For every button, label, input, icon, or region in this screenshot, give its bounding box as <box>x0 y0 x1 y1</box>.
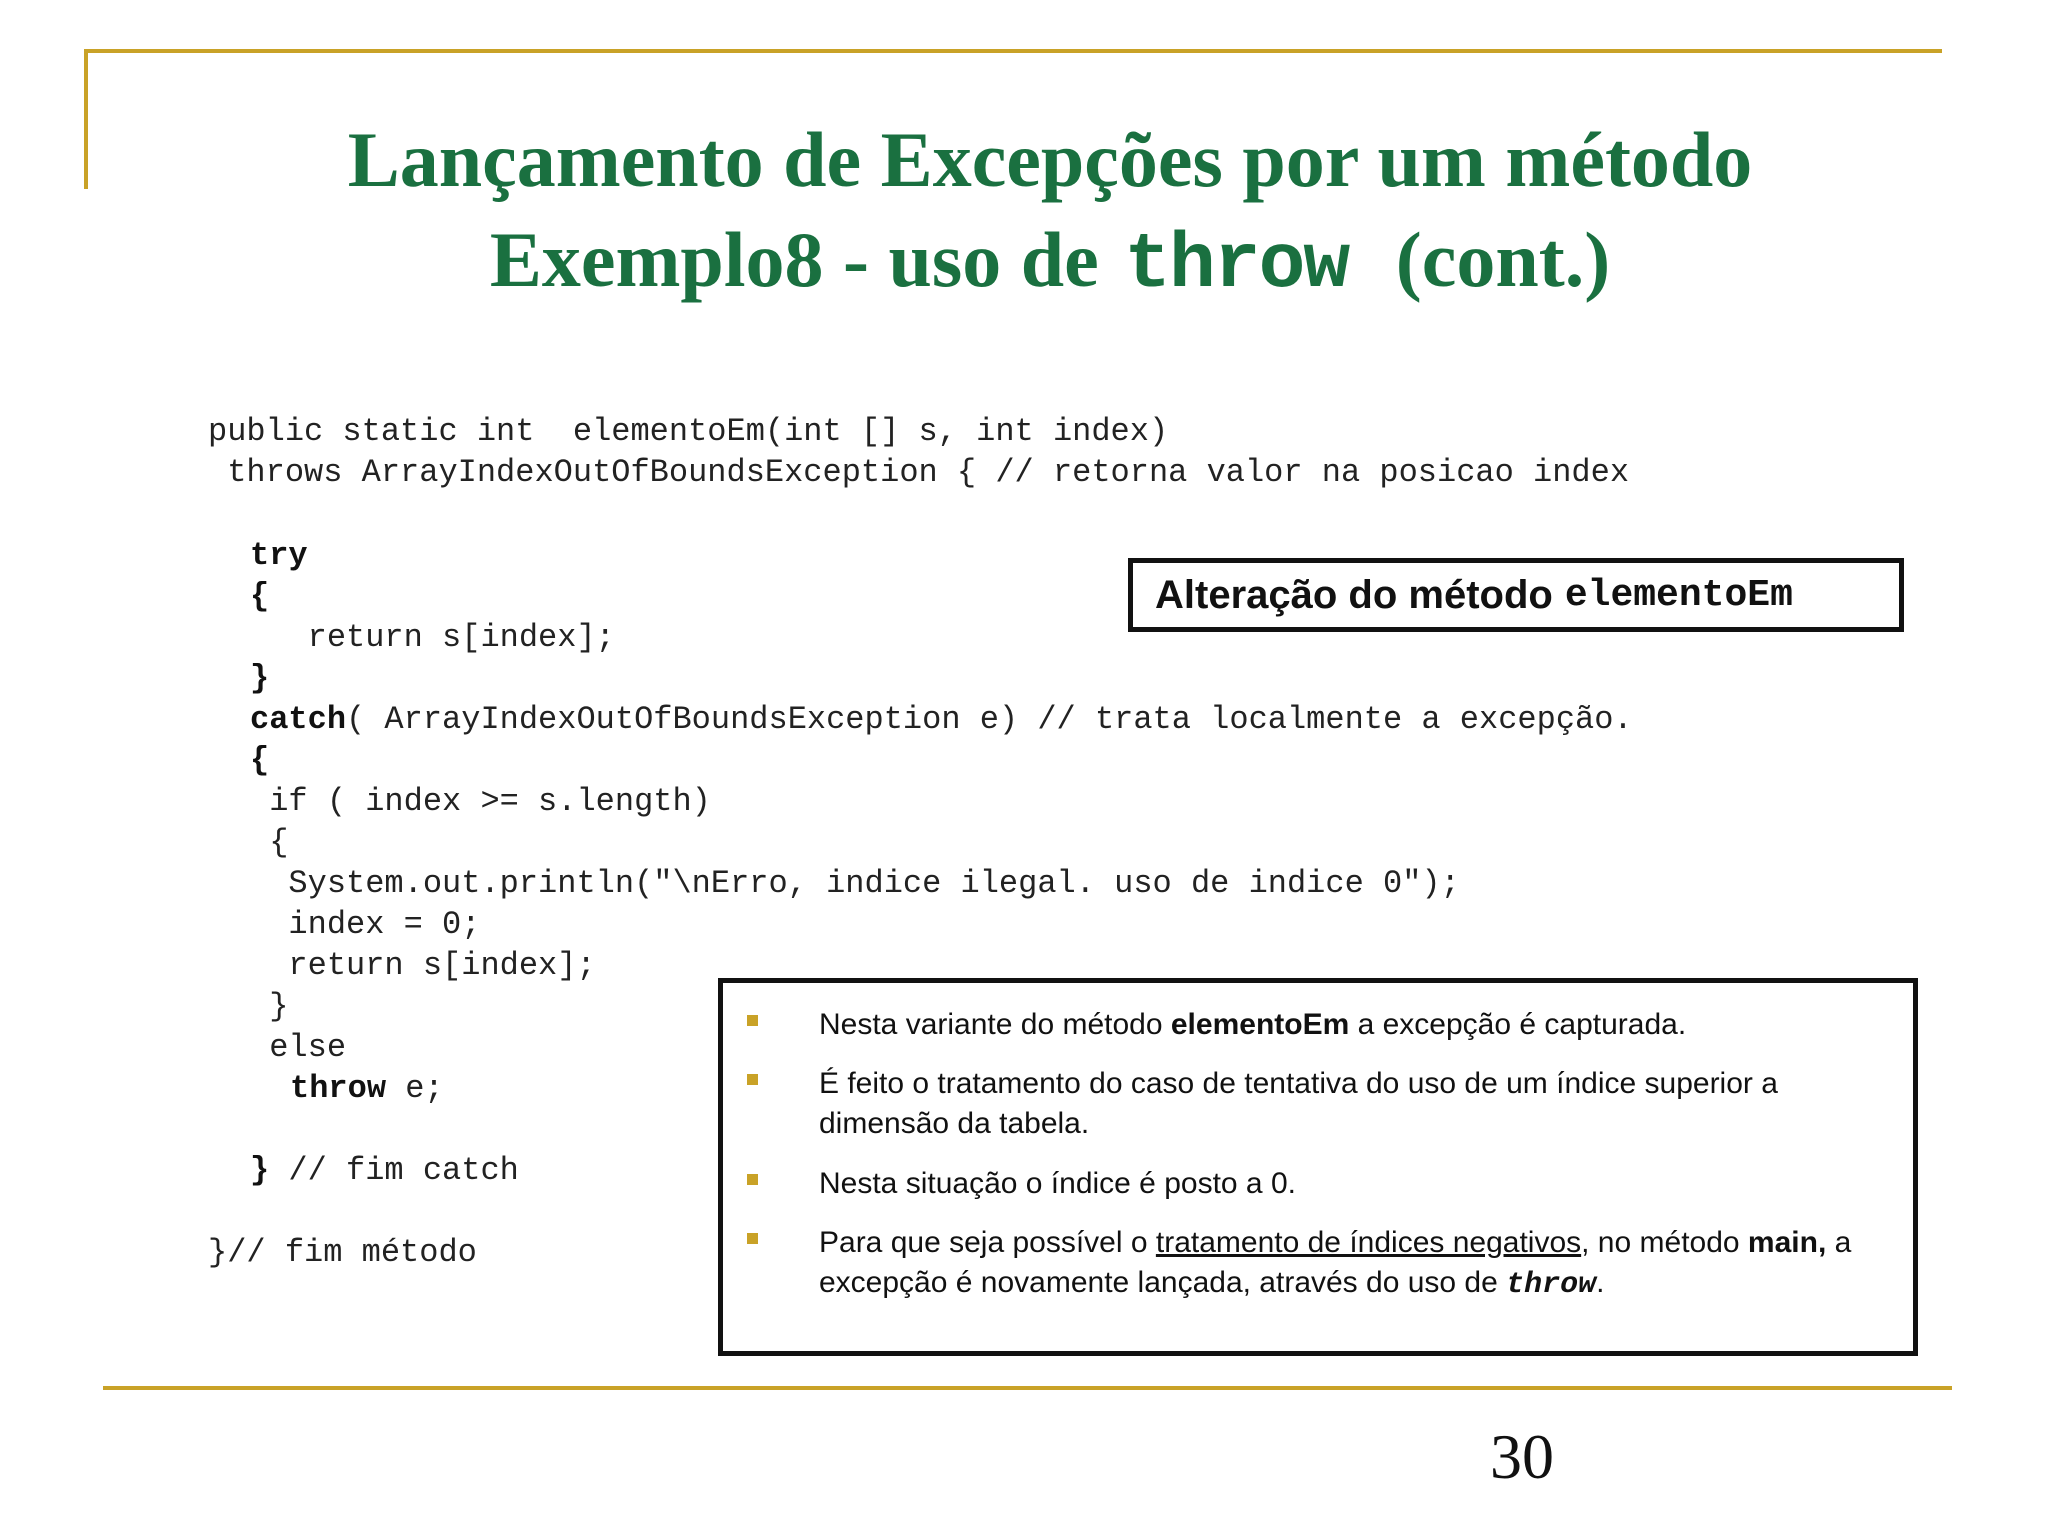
code-line: public static int elementoEm(int [] s, int index) <box>208 413 1169 450</box>
callout-label: Alteração do método <box>1155 572 1553 617</box>
bullet-text-part: . <box>1596 1266 1605 1299</box>
code-brace: } <box>250 1152 270 1189</box>
bullet-text-part: a excepção é capturada. <box>1349 1008 1687 1041</box>
bullet-text-bold: main, <box>1747 1226 1827 1259</box>
code-brace: { <box>250 742 270 779</box>
bullet-text-underlined: tratamento de índices negativos <box>1155 1226 1582 1259</box>
code-line: return s[index]; <box>250 947 596 984</box>
bullet-text-part: Nesta variante do método <box>819 1008 1171 1041</box>
code-line <box>250 1152 519 1189</box>
code-keyword: catch <box>250 701 347 738</box>
code-keyword: try <box>250 537 308 574</box>
code-line <box>250 742 269 779</box>
left-rule <box>84 49 88 189</box>
code-line: return s[index]; <box>250 619 615 656</box>
slide-title <box>100 110 2000 316</box>
bullet-keyword-throw: throw <box>1506 1268 1597 1302</box>
title-keyword-throw: throw <box>1124 222 1349 310</box>
bullet-text-part: a excepção é novamente lançada, através do uso de <box>819 1226 1852 1299</box>
code-text: e; <box>386 1070 444 1107</box>
title-line-2-prefix: Exemplo8 - uso de <box>489 216 1099 303</box>
code-line <box>250 660 269 697</box>
code-line: if ( index >= s.length) <box>250 783 711 820</box>
code-line <box>250 537 308 574</box>
code-line: }// fim método <box>208 1234 477 1271</box>
code-text: ( ArrayIndexOutOfBoundsException e) // trata localmente a excepção. <box>346 701 1633 738</box>
top-rule <box>84 49 1942 53</box>
code-line: { <box>250 824 289 861</box>
code-line: index = 0; <box>250 906 481 943</box>
bullet-text: É feito o tratamento do caso de tentativa do uso de um índice superior a dimensão da tabela. <box>819 1067 1778 1140</box>
title-line-2 <box>100 210 2000 316</box>
bullet-text: Nesta situação o índice é posto a 0. <box>819 1167 1296 1200</box>
code-line <box>250 701 1633 738</box>
title-line-2-suffix: (cont.) <box>1395 216 1611 303</box>
code-keyword: throw <box>290 1070 387 1107</box>
bottom-rule <box>103 1386 1952 1390</box>
bullet-text <box>819 1223 1879 1305</box>
bullet-text-bold: elementoEm <box>1170 1008 1350 1041</box>
bullet-marker-icon <box>747 1074 758 1085</box>
code-line: System.out.println("\nErro, indice ilegal. uso de indice 0"); <box>250 865 1460 902</box>
explanation-box <box>718 978 1918 1356</box>
code-line: throws ArrayIndexOutOfBoundsException { // retorna valor na posicao index <box>208 454 1630 491</box>
code-line: else <box>250 1029 347 1066</box>
title-line-1: Lançamento de Excepções por um método <box>347 116 1753 203</box>
code-line <box>250 578 269 615</box>
callout-box <box>1128 558 1904 632</box>
code-line: } <box>250 988 289 1025</box>
bullet-text-part: Para que seja possível o <box>819 1226 1156 1259</box>
page-number: 30 <box>1490 1421 1554 1492</box>
bullet-text-part: , no método <box>1581 1226 1748 1259</box>
code-text: // fim catch <box>269 1152 519 1189</box>
bullet-text <box>819 1005 1879 1045</box>
bullet-marker-icon <box>747 1015 758 1026</box>
bullet-marker-icon <box>747 1233 758 1244</box>
code-brace: } <box>250 660 270 697</box>
callout-method-name: elementoEm <box>1564 573 1793 617</box>
bullet-marker-icon <box>747 1174 758 1185</box>
code-brace: { <box>250 578 270 615</box>
code-line <box>290 1070 444 1107</box>
